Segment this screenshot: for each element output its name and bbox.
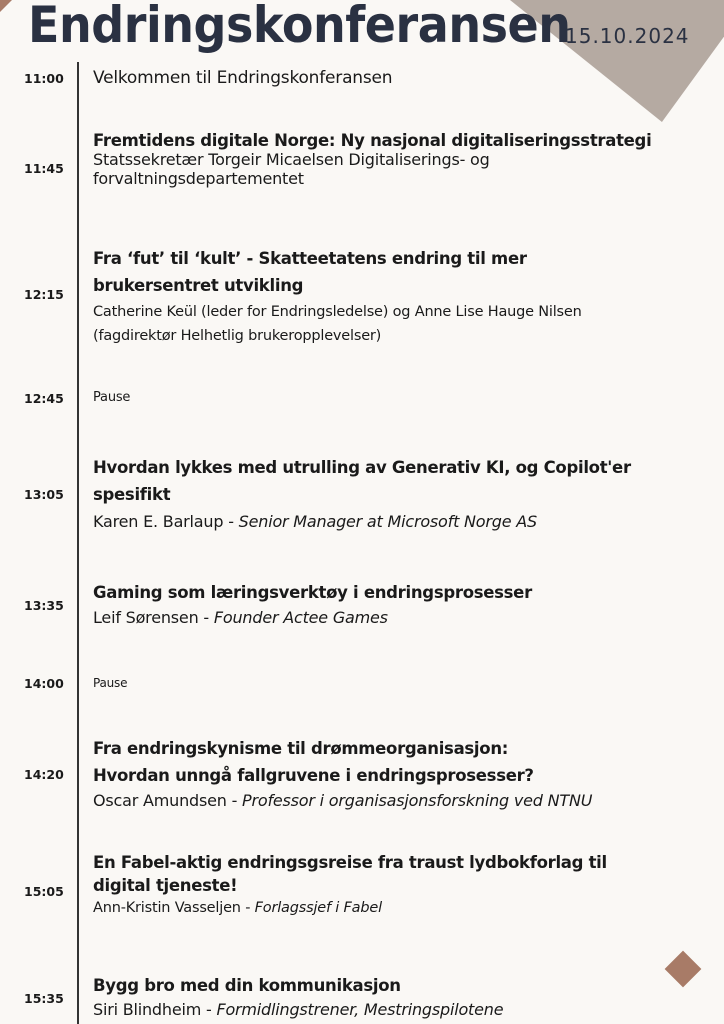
time-label: 14:20 (24, 767, 64, 782)
talk-title: Fra endringskynisme til drømmeorganisasjon: (93, 739, 509, 758)
time-label: 12:45 (24, 391, 64, 406)
event-date: 15.10.2024 (565, 24, 690, 48)
talk-speaker: (fagdirektør Helhetlig brukeropplevelser) (93, 328, 382, 344)
talk-title: brukersentret utvikling (93, 276, 304, 295)
talk-speaker: forvaltningsdepartementet (93, 169, 304, 188)
talk-speaker-line (93, 790, 704, 812)
schedule-item-talk (93, 131, 704, 188)
talk-title: Gaming som læringsverktøy i endringsprosesser (93, 583, 532, 602)
separator: - (240, 900, 255, 916)
time-label: 15:35 (24, 991, 64, 1006)
schedule-item-talk (93, 851, 704, 919)
talk-title: Hvordan unngå fallgruvene i endringsprosesser? (93, 766, 534, 785)
talk-speaker-line (93, 999, 704, 1021)
welcome-text: Velkommen til Endringskonferansen (93, 68, 393, 88)
talk-title: Fremtidens digitale Norge: Ny nasjonal digitaliseringsstrategi (93, 131, 652, 150)
talk-title: spesifikt (93, 485, 171, 504)
talk-title: Bygg bro med din kommunikasjon (93, 976, 401, 995)
speaker-role: Professor i organisasjonsforskning ved NTNU (242, 791, 593, 810)
speaker-name: Oscar Amundsen (93, 791, 227, 810)
talk-speaker: Catherine Keül (leder for Endringsledelse) og Anne Lise Hauge Nilsen (93, 304, 582, 320)
schedule-item-pause (93, 676, 704, 690)
time-label: 13:05 (24, 487, 64, 502)
separator: - (226, 791, 243, 810)
schedule-item-talk (93, 454, 704, 533)
time-label: 14:00 (24, 676, 64, 691)
pause-text: Pause (93, 390, 131, 405)
talk-speaker-line (93, 511, 704, 533)
speaker-role: Formidlingstrener, Mestringspilotene (216, 1000, 504, 1019)
time-label: 12:15 (24, 287, 64, 302)
time-label: 15:05 (24, 884, 64, 899)
separator: - (201, 1000, 217, 1019)
schedule-item-pause (93, 390, 704, 405)
schedule-item-talk (93, 972, 704, 1021)
schedule-item-welcome (93, 68, 704, 88)
speaker-name: Karen E. Barlaup (93, 512, 224, 531)
schedule-item-talk (93, 579, 704, 629)
talk-speaker-line (93, 607, 704, 629)
time-label: 11:45 (24, 161, 64, 176)
timeline-line (77, 62, 79, 1024)
speaker-name: Leif Sørensen (93, 608, 199, 627)
separator: - (223, 512, 239, 531)
schedule-item-talk (93, 735, 704, 812)
speaker-name: Siri Blindheim (93, 1000, 202, 1019)
separator: - (198, 608, 214, 627)
talk-speaker-line (93, 897, 704, 919)
pause-text: Pause (93, 676, 128, 690)
corner-accent (0, 0, 12, 12)
speaker-role: Forlagssjef i Fabel (254, 900, 382, 916)
talk-speaker: Statssekretær Torgeir Micaelsen Digitaliserings- og (93, 150, 490, 169)
speaker-role: Senior Manager at Microsoft Norge AS (238, 512, 537, 531)
talk-title: En Fabel-aktig endringsgsreise fra traust lydbokforlag til (93, 853, 607, 872)
time-label: 11:00 (24, 71, 64, 86)
time-label: 13:35 (24, 598, 64, 613)
talk-title: digital tjeneste! (93, 876, 238, 895)
talk-title: Fra ‘fut’ til ‘kult’ - Skatteetatens endring til mer (93, 249, 527, 268)
speaker-role: Founder Actee Games (213, 608, 388, 627)
schedule-item-talk (93, 245, 704, 347)
speaker-name: Ann-Kristin Vasseljen (93, 900, 241, 916)
talk-title: Hvordan lykkes med utrulling av Generativ KI, og Copilot'er (93, 458, 631, 477)
page-title: Endringskonferansen (28, 0, 571, 54)
